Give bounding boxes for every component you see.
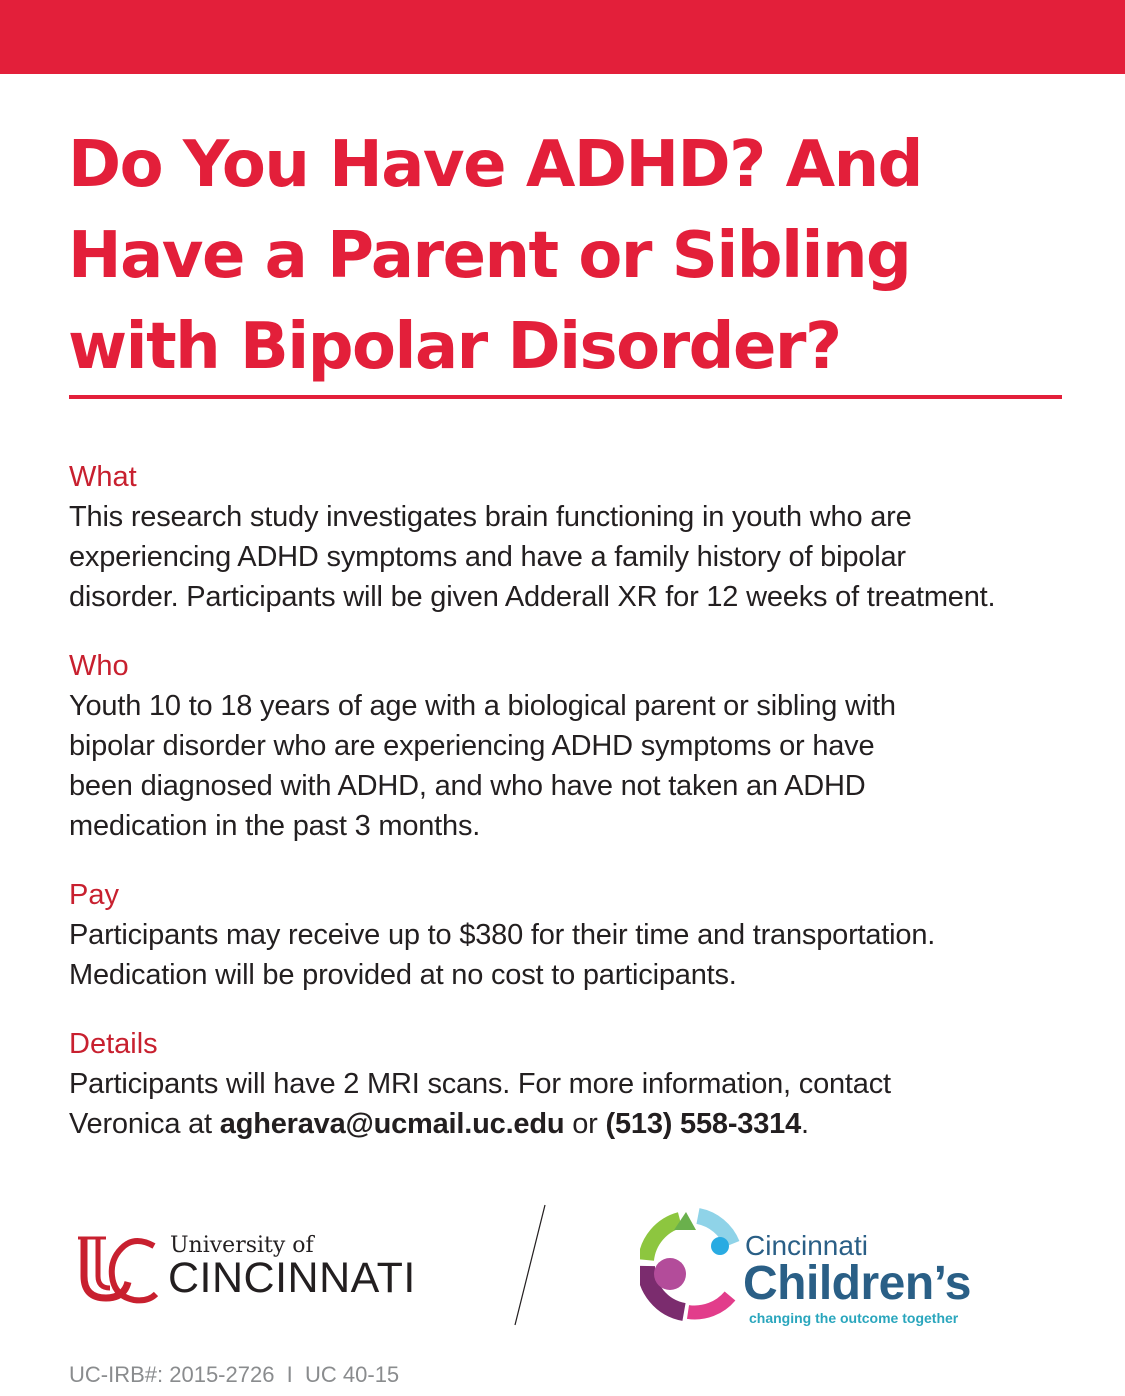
text-line: Medication will be provided at no cost to participants. — [69, 959, 737, 991]
section-heading-details: Details — [69, 1028, 158, 1060]
text-line: Youth 10 to 18 years of age with a biological parent or sibling with — [69, 690, 896, 722]
contact-or: or — [564, 1108, 606, 1140]
title-divider — [69, 395, 1062, 399]
section-pay — [69, 875, 1109, 995]
text-line: Participants may receive up to $380 for their time and transportation. — [69, 919, 936, 951]
title-line-2: Have a Parent or Sibling — [68, 219, 911, 293]
text-line: experiencing ADHD symptoms and have a family history of bipolar — [69, 541, 906, 573]
section-details — [69, 1024, 1109, 1144]
uc-logo-small-text: University of — [170, 1233, 314, 1258]
section-who — [69, 646, 1109, 846]
contact-suffix: . — [801, 1108, 809, 1140]
text-line: been diagnosed with ADHD, and who have not taken an ADHD — [69, 770, 866, 802]
text-line: disorder. Participants will be given Adderall XR for 12 weeks of treatment. — [69, 581, 996, 613]
text-line: bipolar disorder who are experiencing ADHD symptoms or have — [69, 730, 875, 762]
cc-logo-small-text: Cincinnati — [745, 1230, 868, 1261]
section-heading-pay: Pay — [69, 879, 119, 911]
section-heading-what: What — [69, 461, 137, 493]
text-line — [69, 1104, 1109, 1144]
irb-footer: UC-IRB#: 2015-2726 I UC 40-15 — [69, 1362, 400, 1387]
flyer-title — [68, 120, 1068, 393]
text-line: medication in the past 3 months. — [69, 810, 481, 842]
contact-email-link[interactable]: agherava@ucmail.uc.edu — [219, 1108, 565, 1140]
title-line-3: with Bipolar Disorder? — [68, 310, 841, 384]
contact-phone-link[interactable]: (513) 558-3314 — [605, 1108, 802, 1140]
uc-logo-big-text: CINCINNATI — [168, 1254, 416, 1302]
cc-logo-tagline: changing the outcome together — [749, 1310, 959, 1326]
section-body-who — [69, 686, 1109, 846]
top-banner — [0, 0, 1125, 74]
uc-logo-icon — [78, 1232, 158, 1308]
text-line: Participants will have 2 MRI scans. For more information, contact — [69, 1068, 891, 1100]
contact-prefix: Veronica at — [69, 1108, 220, 1140]
title-line-1: Do You Have ADHD? And — [68, 128, 922, 202]
text-line: This research study investigates brain functioning in youth who are — [69, 501, 912, 533]
section-body-details — [69, 1064, 1109, 1144]
section-what — [69, 457, 1109, 617]
cincinnati-childrens-logo-icon — [640, 1208, 740, 1338]
section-body-what — [69, 497, 1109, 617]
cc-logo-big-text: Children’s — [743, 1257, 971, 1310]
section-heading-who: Who — [69, 650, 129, 682]
section-body-pay — [69, 915, 1109, 995]
